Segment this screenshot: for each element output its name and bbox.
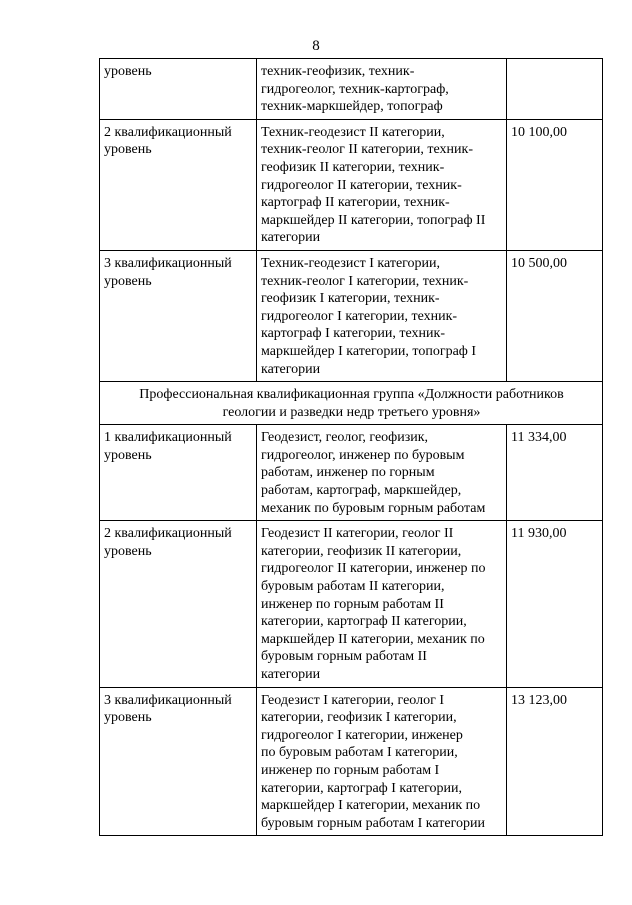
professional-group-header: Профессиональная квалификационная группа «Должности работников геологии и разведки недр третьего уровня»	[100, 382, 603, 425]
salary-table	[99, 58, 603, 836]
positions-cell: Геодезист II категории, геолог II категории, геофизик II категории, гидрогеолог II категории, инженер по буровым работам II категории, инженер по горным работам II категории, картограф II категории, маркшейдер II категории, механик по буровым горным работам II категории	[257, 521, 507, 687]
salary-cell: 11 930,00	[507, 521, 603, 687]
positions-cell: Техник-геодезист II категории, техник-геолог II категории, техник- геофизик II категории, техник- гидрогеолог II категории, техник- картограф II категории, техник- маркшейдер II категории, топограф II категории	[257, 119, 507, 250]
table-row	[100, 119, 603, 250]
table-row	[100, 687, 603, 836]
positions-cell: Геодезист I категории, геолог I категории, геофизик I категории, гидрогеолог I категории, инженер по буровым работам I категории, инженер по горным работам I категории, картограф I категории, маркшейдер I категории, механик по буровым горным работам I категории	[257, 687, 507, 836]
positions-cell: Геодезист, геолог, геофизик, гидрогеолог, инженер по буровым работам, инженер по горным работам, картограф, маркшейдер, механик по буровым горным работам	[257, 425, 507, 521]
salary-cell: 10 100,00	[507, 119, 603, 250]
qualification-level-cell: 3 квалификационный уровень	[100, 250, 257, 381]
table-row	[100, 59, 603, 120]
qualification-level-cell: 2 квалификационный уровень	[100, 521, 257, 687]
positions-cell: Техник-геодезист I категории, техник-геолог I категории, техник- геофизик I категории, техник- гидрогеолог I категории, техник- картограф I категории, техник- маркшейдер I категории, топограф I категории	[257, 250, 507, 381]
salary-cell: 13 123,00	[507, 687, 603, 836]
qualification-level-cell: 1 квалификационный уровень	[100, 425, 257, 521]
group-header-row	[100, 382, 603, 425]
salary-cell	[507, 59, 603, 120]
qualification-level-cell: 3 квалификационный уровень	[100, 687, 257, 836]
qualification-level-cell: уровень	[100, 59, 257, 120]
page-number: 8	[312, 38, 320, 54]
table-row	[100, 521, 603, 687]
salary-cell: 10 500,00	[507, 250, 603, 381]
table-row	[100, 250, 603, 381]
qualification-level-cell: 2 квалификационный уровень	[100, 119, 257, 250]
positions-cell: техник-геофизик, техник- гидрогеолог, техник-картограф, техник-маркшейдер, топограф	[257, 59, 507, 120]
table-row	[100, 425, 603, 521]
salary-cell: 11 334,00	[507, 425, 603, 521]
